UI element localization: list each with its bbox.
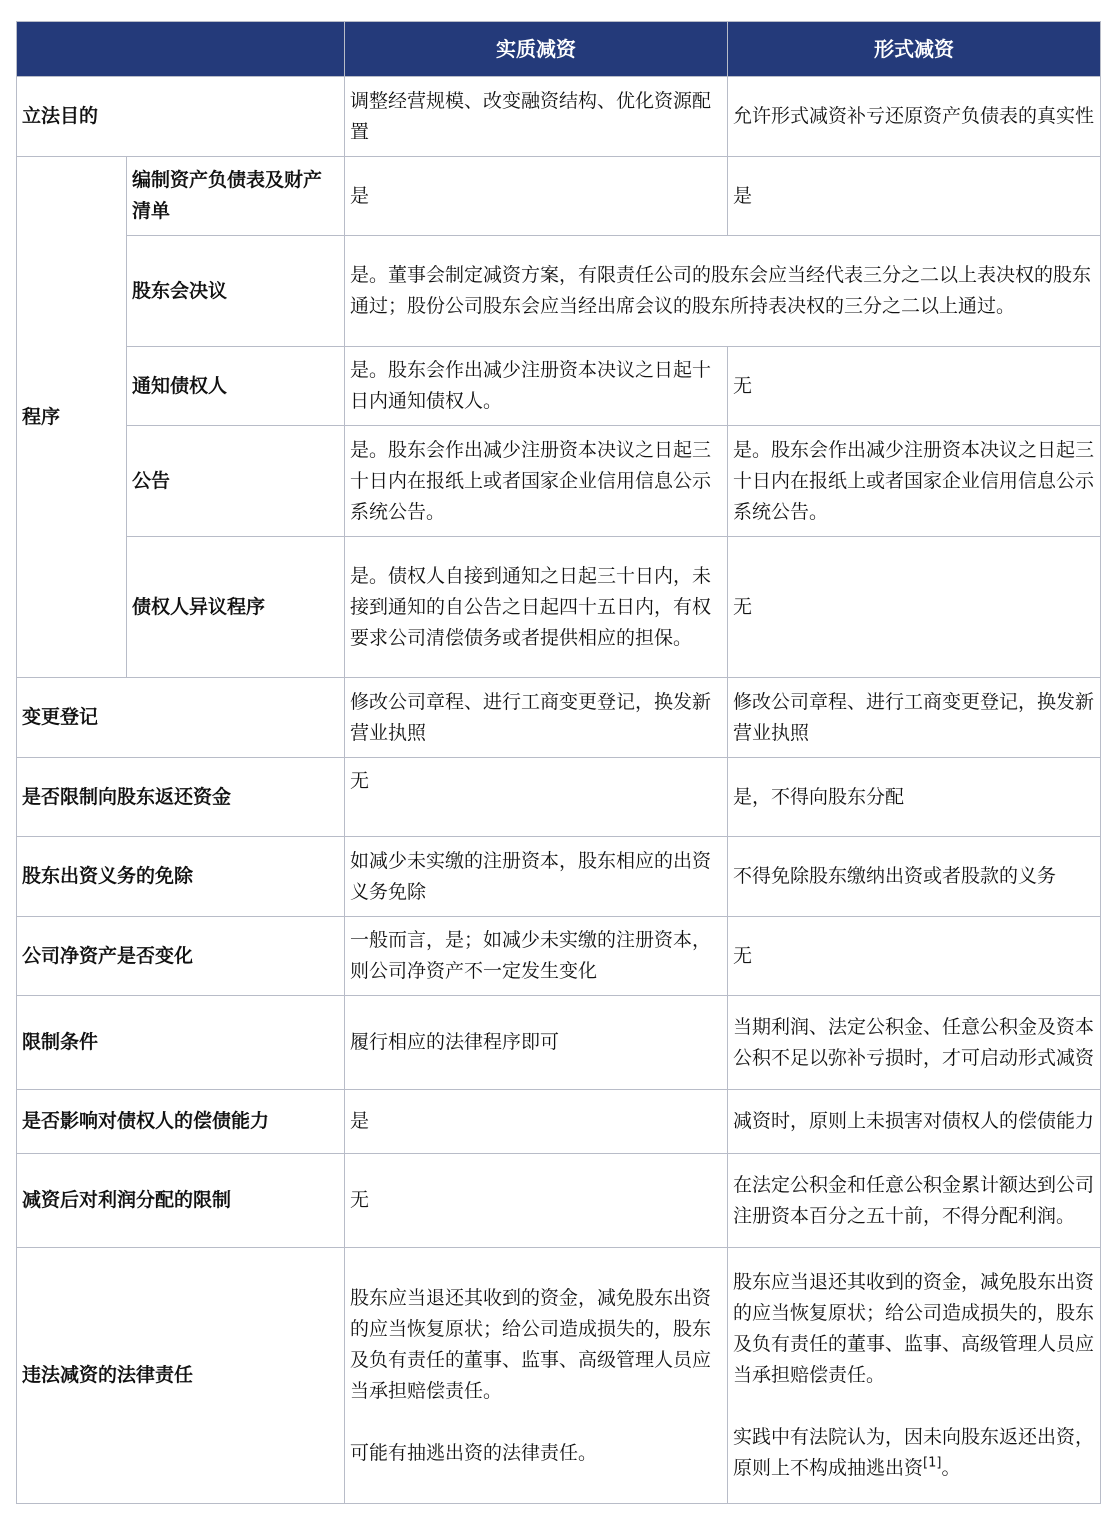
row-label-solvency: 是否影响对债权人的偿债能力 — [17, 1090, 345, 1154]
comparison-document — [16, 21, 1101, 1504]
liability-formal-para2-end: 。 — [941, 1457, 961, 1479]
row-label-procedure: 程序 — [17, 157, 127, 678]
table-row — [17, 77, 1101, 157]
table-row — [17, 678, 1101, 758]
paragraph-gap — [350, 1407, 722, 1438]
cell-solvency-substantive: 是 — [345, 1090, 728, 1154]
header-formal: 形式减资 — [728, 22, 1101, 77]
sub-label-resolution: 股东会决议 — [127, 236, 345, 347]
cell-objection-substantive: 是。债权人自接到通知之日起三十日内，未接到通知的自公告之日起四十五日内，有权要求公司清偿债务或者提供相应的担保。 — [345, 537, 728, 678]
cell-conditions-formal: 当期利润、法定公积金、任意公积金及资本公积不足以弥补亏损时，才可启动形式减资 — [728, 996, 1101, 1090]
cell-balance-sheet-formal: 是 — [728, 157, 1101, 236]
cell-registration-formal: 修改公司章程、进行工商变更登记，换发新营业执照 — [728, 678, 1101, 758]
table-row — [17, 1090, 1101, 1154]
cell-notify-formal: 无 — [728, 347, 1101, 426]
cell-announce-formal: 是。股东会作出减少注册资本决议之日起三十日内在报纸上或者国家企业信用信息公示系统公告。 — [728, 426, 1101, 537]
table-row — [17, 837, 1101, 917]
row-label-exemption: 股东出资义务的免除 — [17, 837, 345, 917]
row-label-net-assets: 公司净资产是否变化 — [17, 917, 345, 996]
cell-return-funds-substantive: 无 — [345, 758, 728, 837]
cell-net-assets-formal: 无 — [728, 917, 1101, 996]
cell-profit-substantive: 无 — [345, 1154, 728, 1248]
table-row — [17, 236, 1101, 347]
cell-notify-substantive: 是。股东会作出减少注册资本决议之日起十日内通知债权人。 — [345, 347, 728, 426]
cell-conditions-substantive: 履行相应的法律程序即可 — [345, 996, 728, 1090]
cell-purpose-formal: 允许形式减资补亏还原资产负债表的真实性 — [728, 77, 1101, 157]
footnote-reference[interactable]: [1] — [923, 1455, 942, 1471]
table-row — [17, 537, 1101, 678]
table-row — [17, 347, 1101, 426]
liability-substantive-para2: 可能有抽逃出资的法律责任。 — [350, 1441, 598, 1464]
sub-label-notify: 通知债权人 — [127, 347, 345, 426]
cell-resolution-merged: 是。董事会制定减资方案，有限责任公司的股东会应当经代表三分之二以上表决权的股东通过；股份公司股东会应当经出席会议的股东所持表决权的三分之二以上通过。 — [345, 236, 1101, 347]
cell-liability-formal — [728, 1248, 1101, 1504]
cell-exemption-substantive: 如减少未实缴的注册资本，股东相应的出资义务免除 — [345, 837, 728, 917]
header-blank — [17, 22, 345, 77]
row-label-liability: 违法减资的法律责任 — [17, 1248, 345, 1504]
sub-label-announce: 公告 — [127, 426, 345, 537]
cell-return-funds-formal: 是，不得向股东分配 — [728, 758, 1101, 837]
row-label-return-funds: 是否限制向股东返还资金 — [17, 758, 345, 837]
table-row — [17, 157, 1101, 236]
row-label-registration: 变更登记 — [17, 678, 345, 758]
liability-formal-para2-text: 实践中有法院认为，因未向股东返还出资，原则上不构成抽逃出资 — [733, 1426, 1095, 1479]
cell-registration-substantive: 修改公司章程、进行工商变更登记，换发新营业执照 — [345, 678, 728, 758]
table-row — [17, 1154, 1101, 1248]
liability-substantive-para1: 股东应当退还其收到的资金，减免股东出资的应当恢复原状；给公司造成损失的，股东及负有责任的董事、监事、高级管理人员应当承担赔偿责任。 — [350, 1286, 712, 1402]
table-row — [17, 426, 1101, 537]
cell-balance-sheet-substantive: 是 — [345, 157, 728, 236]
liability-formal-para2 — [733, 1422, 1095, 1484]
table-row — [17, 1248, 1101, 1504]
sub-label-balance-sheet: 编制资产负债表及财产清单 — [127, 157, 345, 236]
sub-label-objection: 债权人异议程序 — [127, 537, 345, 678]
liability-formal-para1: 股东应当退还其收到的资金，减免股东出资的应当恢复原状；给公司造成损失的，股东及负有责任的董事、监事、高级管理人员应当承担赔偿责任。 — [733, 1271, 1095, 1386]
cell-liability-substantive — [345, 1248, 728, 1504]
header-substantive: 实质减资 — [345, 22, 728, 77]
row-label-profit: 减资后对利润分配的限制 — [17, 1154, 345, 1248]
cell-exemption-formal: 不得免除股东缴纳出资或者股款的义务 — [728, 837, 1101, 917]
cell-net-assets-substantive: 一般而言，是；如减少未实缴的注册资本，则公司净资产不一定发生变化 — [345, 917, 728, 996]
cell-solvency-formal: 减资时，原则上未损害对债权人的偿债能力 — [728, 1090, 1101, 1154]
table-row — [17, 996, 1101, 1090]
cell-objection-formal: 无 — [728, 537, 1101, 678]
paragraph-gap — [733, 1391, 1095, 1422]
cell-announce-substantive: 是。股东会作出减少注册资本决议之日起三十日内在报纸上或者国家企业信用信息公示系统公告。 — [345, 426, 728, 537]
table-row — [17, 758, 1101, 837]
row-label-purpose: 立法目的 — [17, 77, 345, 157]
row-label-conditions: 限制条件 — [17, 996, 345, 1090]
table-row — [17, 917, 1101, 996]
cell-profit-formal: 在法定公积金和任意公积金累计额达到公司注册资本百分之五十前，不得分配利润。 — [728, 1154, 1101, 1248]
capital-reduction-table — [16, 21, 1101, 1504]
cell-purpose-substantive: 调整经营规模、改变融资结构、优化资源配置 — [345, 77, 728, 157]
header-row — [17, 22, 1101, 77]
